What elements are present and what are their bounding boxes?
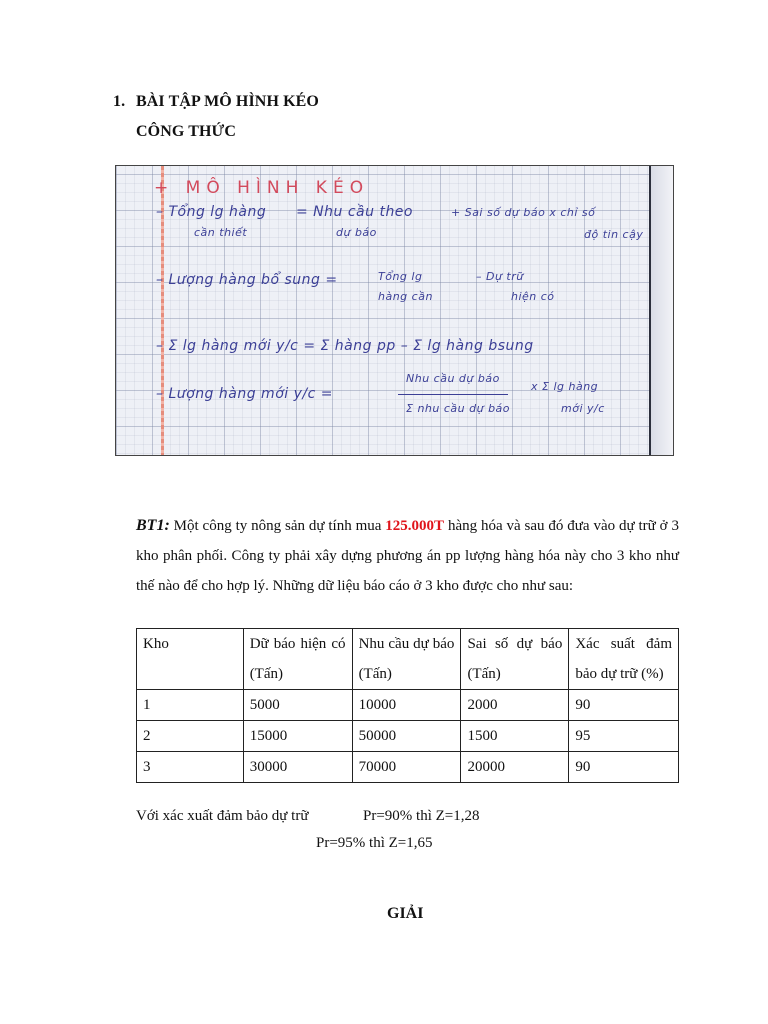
table-header-cell: Kho	[137, 629, 244, 690]
hw-line1-rhs2: dự báo	[336, 226, 377, 239]
hw-line1-lhs: – Tổng lg hàng	[156, 204, 267, 220]
table-cell: 30000	[243, 752, 352, 783]
table-row	[137, 752, 679, 783]
section-subtitle: CÔNG THỨC	[136, 123, 237, 140]
problem-text-after: hàng hóa và sau đó đưa vào dự trữ ở 3 kho phân phối. Công ty phải xây dựng phương án pp lượng hàng hóa này cho 3 kho như thế nào để cho hợp lý. Những dữ liệu báo cáo ở 3 kho được cho như sau:	[136, 518, 679, 594]
hw-line2-lhs: – Lượng hàng bổ sung =	[156, 272, 338, 288]
hw-line3: – Σ lg hàng mới y/c = Σ hàng pp – Σ lg hàng bsung	[156, 338, 534, 354]
notebook-formula-photo	[115, 165, 674, 456]
table-row	[137, 721, 679, 752]
table-cell: 1	[137, 690, 244, 721]
hw-line1-rhs3: + Sai số dự báo x chỉ số	[451, 206, 596, 219]
notebook-next-page	[651, 166, 673, 455]
solution-heading: GIẢI	[387, 905, 424, 922]
hw-line4-rhs2: mới y/c	[561, 402, 605, 415]
table-header-row	[137, 629, 679, 690]
probability-note-label: Với xác xuất đảm bảo dự trữ	[136, 808, 309, 824]
table-cell: 70000	[352, 752, 461, 783]
notebook-title: + MÔ HÌNH KÉO	[154, 178, 370, 198]
hw-line2-rhs3: – Dự trữ	[476, 270, 524, 283]
problem-statement	[136, 511, 679, 601]
table-cell: 95	[569, 721, 679, 752]
section-number: 1.	[113, 93, 126, 110]
table-cell: 3	[137, 752, 244, 783]
hw-line2-rhs: Tổng lg	[378, 270, 423, 283]
hw-fraction-bar	[398, 394, 508, 395]
hw-line1-lhs2: cần thiết	[194, 226, 248, 239]
problem-quantity-highlight: 125.000T	[385, 518, 445, 534]
table-cell: 50000	[352, 721, 461, 752]
problem-text-before: Một công ty nông sản dự tính mua	[169, 518, 386, 534]
hw-line4-rhs: x Σ lg hàng	[531, 380, 599, 393]
section-heading	[113, 93, 319, 111]
probability-note-line1	[136, 808, 480, 825]
table-cell: 20000	[461, 752, 569, 783]
table-cell: 10000	[352, 690, 461, 721]
table-row	[137, 690, 679, 721]
table-cell: 2	[137, 721, 244, 752]
problem-label: BT1:	[136, 517, 170, 534]
table-cell: 15000	[243, 721, 352, 752]
table-cell: 90	[569, 690, 679, 721]
hw-line4-lhs: – Lượng hàng mới y/c =	[156, 386, 333, 402]
section-title: BÀI TẬP MÔ HÌNH KÉO	[136, 93, 319, 110]
probability-z-95: Pr=95% thì Z=1,65	[316, 835, 433, 851]
table-header-cell: Xác suất đảm bảo dự trữ (%)	[569, 629, 679, 690]
hw-line2-rhs2: hàng cần	[378, 290, 433, 303]
table-cell: 90	[569, 752, 679, 783]
table-header-cell: Dữ báo hiện có (Tấn)	[243, 629, 352, 690]
warehouse-data-table	[136, 628, 679, 783]
hw-line1-rhs: = Nhu cầu theo	[296, 204, 413, 220]
table-cell: 1500	[461, 721, 569, 752]
hw-line1-rhs4: độ tin cậy	[584, 228, 644, 241]
table-cell: 2000	[461, 690, 569, 721]
table-header-cell: Nhu cầu dự báo (Tấn)	[352, 629, 461, 690]
table-cell: 5000	[243, 690, 352, 721]
notebook-page-edge	[649, 166, 651, 455]
hw-line4-numerator: Nhu cầu dự báo	[406, 372, 500, 385]
hw-line4-denominator: Σ nhu cầu dự báo	[406, 402, 511, 415]
probability-z-90: Pr=90% thì Z=1,28	[363, 808, 480, 824]
table-header-cell: Sai số dự báo (Tấn)	[461, 629, 569, 690]
hw-line2-rhs4: hiện có	[511, 290, 555, 303]
